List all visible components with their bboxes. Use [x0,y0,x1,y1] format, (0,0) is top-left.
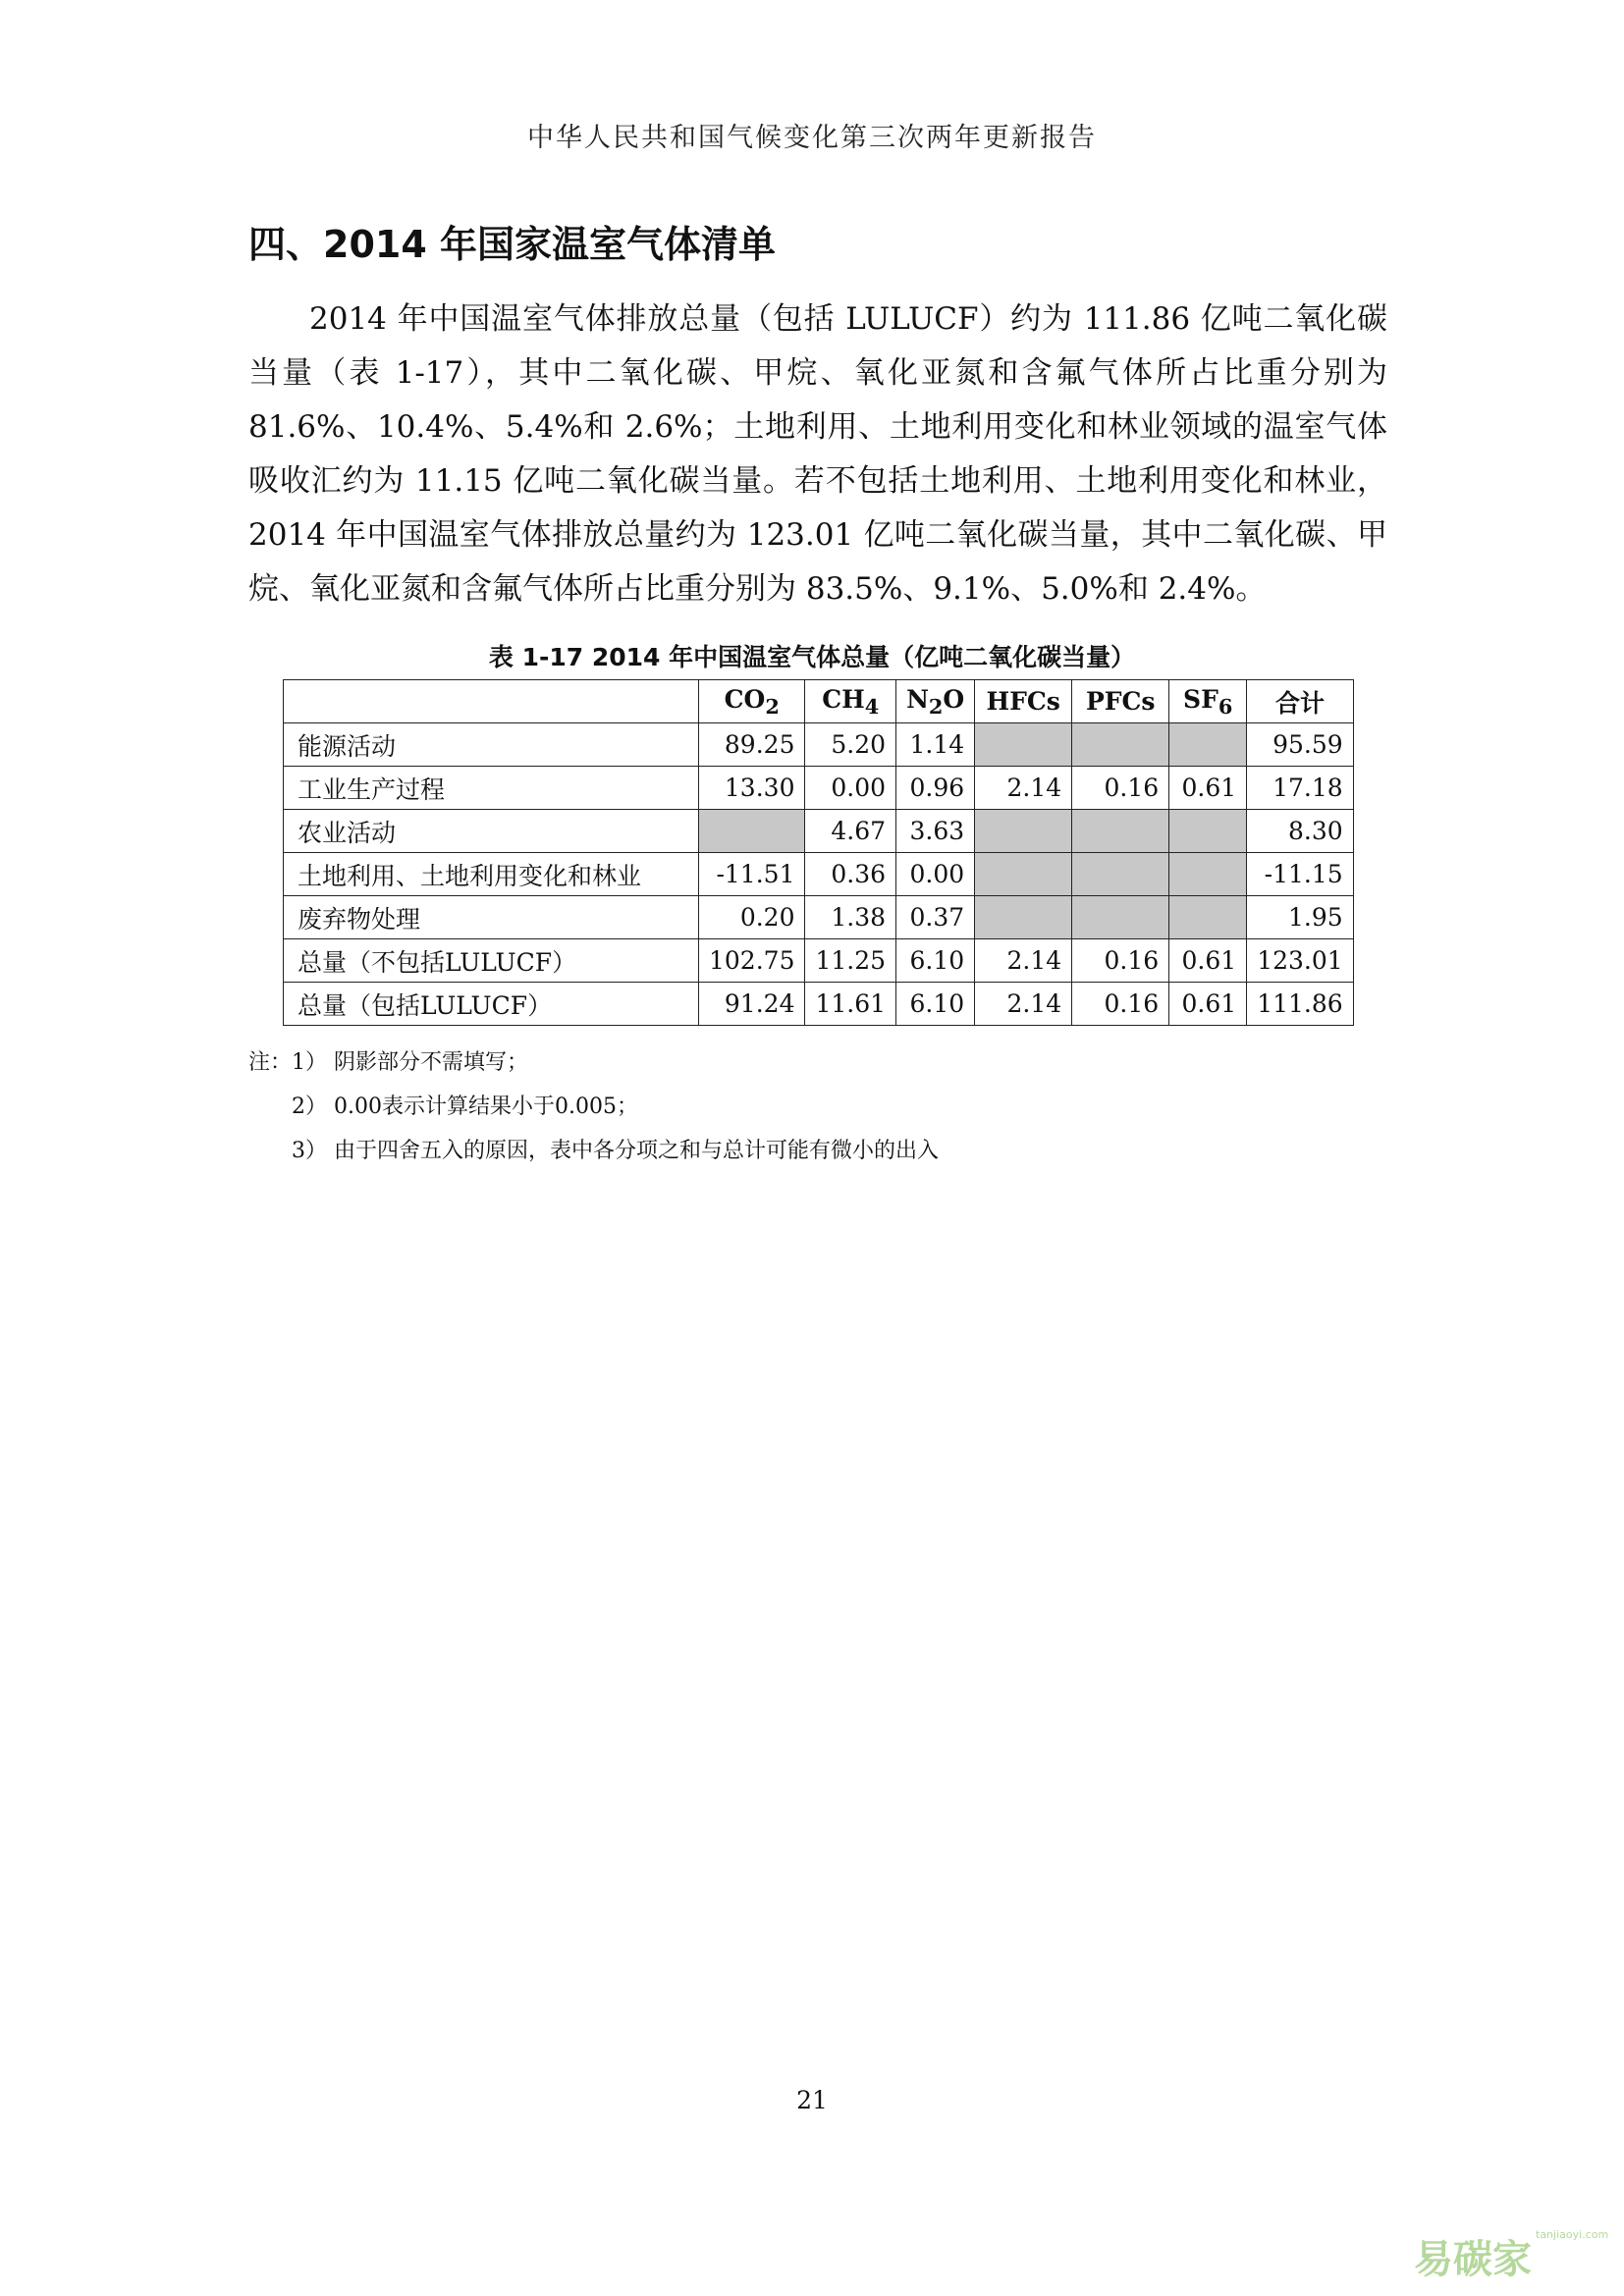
header-co2: $CO_2$ [699,680,805,723]
cell-co2: -11.51 [699,853,805,896]
shaded-cell [975,853,1072,896]
row-label: 能源活动 [284,723,699,767]
note-3: 3） 由于四舍五入的原因，表中各分项之和与总计可能有微小的出入 [292,1139,939,1163]
cell-n2o: 1.14 [896,723,975,767]
note-1: 注：1） 阴影部分不需填写； [248,1050,528,1075]
row-label: 土地利用、土地利用变化和林业 [284,853,699,896]
shaded-cell [1072,853,1169,896]
cell-sf6: 0.61 [1169,939,1247,983]
header-sf6: $SF_6$ [1169,680,1247,723]
table-notes [248,1041,939,1173]
cell-sf6: 0.61 [1169,767,1247,810]
cell-pfcs: 0.16 [1072,767,1169,810]
cell-pfcs: 0.16 [1072,939,1169,983]
table-caption: 表 1-17 2014 年中国温室气体总量（亿吨二氧化碳当量） [488,643,1136,671]
cell-ch4: 11.61 [805,983,896,1026]
note-2: 2） 0.00表示计算结果小于0.005； [292,1095,638,1119]
row-label: 农业活动 [284,810,699,853]
shaded-cell [1072,896,1169,939]
row-label: 总量（包括LULUCF） [284,983,699,1026]
shaded-cell [1169,723,1247,767]
emissions-table [283,679,1354,1026]
header-n2o: $N_2O$ [896,680,975,723]
shaded-cell [1072,810,1169,853]
cell-co2: 89.25 [699,723,805,767]
cell-n2o: 0.00 [896,853,975,896]
cell-total: 123.01 [1247,939,1353,983]
header-ch4: $CH_4$ [805,680,896,723]
table-row [284,896,1354,939]
cell-n2o: 6.10 [896,939,975,983]
table-row [284,810,1354,853]
watermark-text: 易碳家 [1414,2237,1532,2282]
header-total: 合计 [1247,680,1353,723]
cell-co2: 91.24 [699,983,805,1026]
table-row [284,767,1354,810]
cell-pfcs: 0.16 [1072,983,1169,1026]
cell-ch4: 0.36 [805,853,896,896]
cell-total: 95.59 [1247,723,1353,767]
header-empty-cell [284,680,699,723]
cell-hfcs: 2.14 [975,939,1072,983]
row-label: 废弃物处理 [284,896,699,939]
body-paragraph [248,293,1387,616]
cell-co2: 102.75 [699,939,805,983]
cell-n2o: 0.96 [896,767,975,810]
shaded-cell [1072,723,1169,767]
cell-total: 17.18 [1247,767,1353,810]
cell-ch4: 5.20 [805,723,896,767]
table-row [284,983,1354,1026]
shaded-cell [1169,810,1247,853]
cell-ch4: 0.00 [805,767,896,810]
cell-n2o: 6.10 [896,983,975,1026]
shaded-cell [975,723,1072,767]
cell-total: -11.15 [1247,853,1353,896]
header-pfcs: PFCs [1072,680,1169,723]
shaded-cell [975,896,1072,939]
cell-co2: 13.30 [699,767,805,810]
header-hfcs: HFCs [975,680,1072,723]
table-row [284,723,1354,767]
running-header: 中华人民共和国气候变化第三次两年更新报告 [527,123,1097,153]
table-row [284,853,1354,896]
cell-ch4: 4.67 [805,810,896,853]
row-label: 总量（不包括LULUCF） [284,939,699,983]
watermark-domain: tanjiaoyi.com [1536,2228,1609,2241]
shaded-cell [975,810,1072,853]
shaded-cell [1169,853,1247,896]
page-number: 21 [796,2086,828,2114]
cell-n2o: 3.63 [896,810,975,853]
cell-n2o: 0.37 [896,896,975,939]
cell-co2: 0.20 [699,896,805,939]
cell-hfcs: 2.14 [975,983,1072,1026]
cell-total: 111.86 [1247,983,1353,1026]
watermark-logo [1414,2228,1608,2284]
cell-sf6: 0.61 [1169,983,1247,1026]
table-header-row [284,680,1354,723]
section-title: 四、2014 年国家温室气体清单 [248,223,776,266]
cell-total: 1.95 [1247,896,1353,939]
shaded-cell [1169,896,1247,939]
table-row [284,939,1354,983]
cell-ch4: 1.38 [805,896,896,939]
cell-total: 8.30 [1247,810,1353,853]
paragraph-text: 2014 年中国温室气体排放总量（包括 LULUCF）约为 111.86 亿吨二氧化碳当量（表 1-17），其中二氧化碳、甲烷、氧化亚氮和含氟气体所占比重分别为 81.6%、10.4%、5.4%和 2.6%；土地利用、土地利用变化和林业领域的温室气体吸收汇约为 11.15 亿吨二氧化碳当量。若不包括土地利用、土地利用变化和林业，2014 年中国温室气体排放总量约为 123.01 亿吨二氧化碳当量，其中二氧化碳、甲烷、氧化亚氮和含氟气体所占比重分别为 83.5%、9.1%、5.0%和 2.4%。 [248,301,1387,607]
shaded-cell [699,810,805,853]
cell-ch4: 11.25 [805,939,896,983]
row-label: 工业生产过程 [284,767,699,810]
cell-hfcs: 2.14 [975,767,1072,810]
